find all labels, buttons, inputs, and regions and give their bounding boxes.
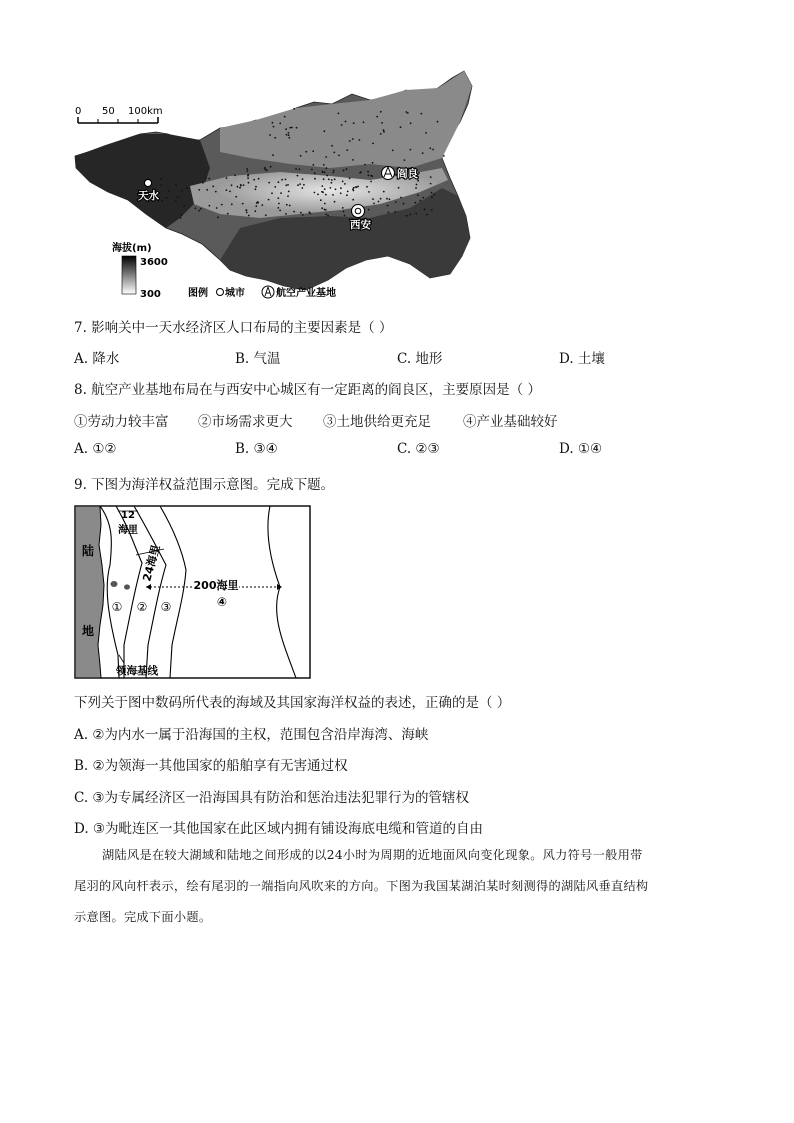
q8-statement-3: ③土地供给更充足	[323, 414, 431, 430]
passage-line-2: 尾羽的风向杆表示，绘有尾羽的一端指向风吹来的方向。下图为我国某湖泊某时刻测得的湖陆风垂直结构	[74, 879, 649, 893]
q9-option-a[interactable]: A. ②为内水一属于沿海国的主权，范围包含沿岸海湾、海峡	[74, 727, 429, 743]
q9-option-c[interactable]: C. ③为专属经济区一沿海国具有防治和惩治违法犯罪行为的管辖权	[74, 790, 470, 806]
zone-2: ②	[136, 600, 148, 614]
elevation-colorbar	[122, 256, 136, 294]
elevation-max: 3600	[140, 257, 168, 268]
q8-option-d[interactable]: D. ①④	[559, 441, 603, 457]
zone-3: ③	[160, 600, 172, 614]
q7-option-c[interactable]: C. 地形	[397, 351, 443, 367]
q8-statement-4: ④产业基础较好	[463, 414, 558, 430]
label-200: 200海里	[193, 579, 239, 592]
city-yanliang-label: 阎良	[397, 168, 418, 180]
xian-aviation-base-icon	[352, 205, 365, 218]
scale-label-0: 0	[75, 106, 82, 117]
legend-base-label: 航空产业基地	[276, 288, 336, 299]
q7-option-b[interactable]: B. 气温	[235, 351, 281, 367]
label-12-unit: 海里	[118, 525, 138, 536]
q9-option-d[interactable]: D. ③为毗连区一其他国家在此区域内拥有铺设海底电缆和管道的自由	[74, 821, 484, 837]
scale-bar	[75, 106, 163, 123]
q7-option-d[interactable]: D. 土壤	[559, 351, 605, 367]
scale-label-100: 100km	[128, 106, 163, 117]
scale-label-50: 50	[102, 106, 115, 117]
land-label-top: 陆	[82, 544, 95, 558]
passage-line-3: 示意图。完成下面小题。	[74, 910, 212, 924]
maritime-zones-diagram	[74, 505, 312, 680]
city-xian-label: 西安	[350, 219, 371, 231]
q8-statement-2: ②市场需求更大	[198, 414, 293, 430]
land-label-bottom: 地	[82, 624, 95, 638]
legend-city-icon	[217, 289, 224, 296]
q9-option-b[interactable]: B. ②为领海一其他国家的船舶享有无害通过权	[74, 758, 348, 774]
q8-option-b[interactable]: B. ③④	[235, 441, 278, 457]
legend-city-label: 城市	[225, 288, 245, 299]
terrain-map	[70, 68, 480, 304]
q8-statement-1: ①劳动力较丰富	[74, 414, 169, 430]
q7-stem: 7. 影响关中一天水经济区人口布局的主要因素是（ ）	[74, 320, 393, 336]
elevation-title: 海拔(m)	[112, 243, 152, 254]
city-tianshui-label: 天水	[138, 190, 159, 202]
legend-label: 图例	[188, 288, 208, 299]
label-12: 12	[121, 510, 135, 521]
island-2	[124, 584, 130, 589]
elevation-min: 300	[140, 289, 161, 300]
city-tianshui-marker	[144, 179, 151, 186]
passage-line-1: 湖陆风是在较大湖域和陆地之间形成的以24小时为周期的近地面风向变化现象。风力符号一般用带	[102, 848, 643, 862]
legend-aviation-icon	[262, 286, 274, 298]
q7-option-a[interactable]: A. 降水	[74, 351, 120, 367]
island-1	[111, 581, 118, 587]
q8-stem: 8. 航空产业基地布局在与西安中心城区有一定距离的阎良区，主要原因是（ ）	[74, 382, 541, 398]
q9-stem: 9. 下图为海洋权益范围示意图。完成下题。	[74, 477, 335, 493]
baseline-label: 领海基线	[116, 665, 158, 677]
q9-question: 下列关于图中数码所代表的海域及其国家海洋权益的表述，正确的是（ ）	[74, 695, 511, 711]
zone-4: ④	[216, 595, 228, 609]
q8-option-c[interactable]: C. ②③	[397, 441, 440, 457]
label-24: 24海里	[140, 543, 163, 583]
q8-option-a[interactable]: A. ①②	[74, 441, 117, 457]
yanliang-aviation-base-icon	[382, 167, 395, 180]
zone-1: ①	[111, 600, 123, 614]
